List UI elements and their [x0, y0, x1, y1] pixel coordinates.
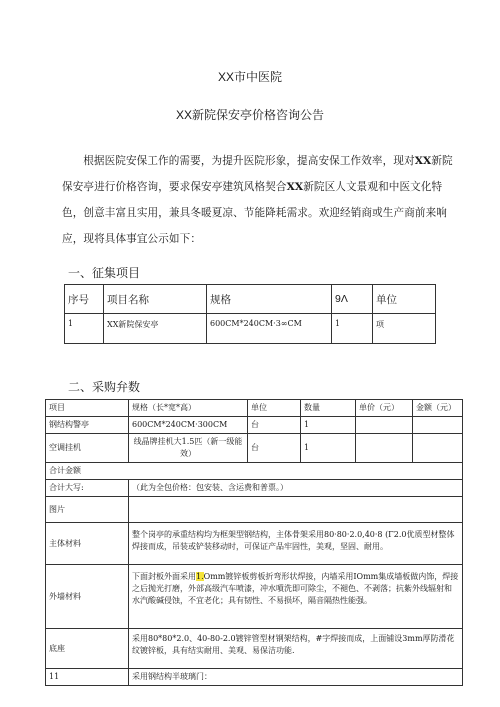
table-cell: 台: [248, 417, 301, 434]
table-cell: 项: [373, 314, 436, 344]
wall-text-2: Omm镀锌板剪板折弯形状焊接，内墙采用IOmm集成墙板做内饰，焊接之后抛光打磨，外部高级汽车喷漆，冲水噴洗即可除尘，不褪色、不剥落；抗紫外线辐射和水汽酸碱侵蚀，不宜老化；具有韧性、不易损坏，隔音隔热性能强。: [132, 572, 459, 605]
table-row: [46, 463, 463, 480]
table-row: [46, 523, 463, 565]
table-row: [46, 434, 463, 463]
table-cell: 整个岗亭的承重结构均为框架型钢结构，主体骨架采用80·80·2.0,40·8 (Γ2.0优质型材整体焊接而成，吊装或铲装移动时，可保证产品牢固性，美观，坚固、耐用。: [129, 523, 463, 565]
images-cell: [129, 497, 463, 523]
table-cell: [129, 565, 463, 629]
table-cell: 1: [301, 434, 356, 463]
table-cell: 金额（元）: [413, 400, 463, 417]
intro-bold-1: XX: [414, 155, 432, 167]
table-cell: 采用80*80*2.0、40-80-2.0镀锌管型材钢架结构，#字焊接而成，上面铺设3mm厚防滑花纹镀锌板，具有结实耐用、美观、易保洁功能.: [129, 629, 463, 669]
table-cell: 600CM*240CM·3∞CM: [207, 314, 332, 344]
table-cell: [413, 434, 463, 463]
table-cell: 单位: [248, 400, 301, 417]
intro-bold-2: XX: [286, 181, 304, 193]
table-row: [46, 400, 463, 417]
table-row: [46, 417, 463, 434]
table-cell: 合计金额: [46, 463, 463, 480]
table-cell: 采用钢结构半玻璃门：: [129, 669, 463, 686]
document-title: XX新院保安亭价格咨询公告: [175, 108, 324, 122]
table-cell: 图片: [46, 497, 129, 523]
table-row: [46, 565, 463, 629]
table-cell: 钢结构警亭: [46, 417, 129, 434]
table-row: [46, 669, 463, 686]
header-cell: 9Λ: [332, 285, 373, 314]
table-cell: 外墙材料: [46, 565, 129, 629]
table-cell: 底座: [46, 629, 129, 669]
table-row: [46, 480, 463, 497]
table-cell: （此为全包价格：包安装、含运费和普票。）: [129, 480, 463, 497]
section-2-heading: 二、采购弁数: [68, 380, 141, 394]
procurement-table: [45, 399, 463, 686]
table-cell: 1: [301, 417, 356, 434]
table-cell: 台: [248, 434, 301, 463]
table-cell: 规格（长*宽*高）: [129, 400, 248, 417]
table-cell: 1: [332, 314, 373, 344]
table-cell: 项目: [46, 400, 129, 417]
table-row: [65, 314, 436, 344]
header-cell: 项目名称: [104, 285, 207, 314]
org-title: XX市中医院: [217, 70, 282, 84]
intro-text-2: 新院保安亭进行价格咨询，要求保安亭建筑风格契合: [62, 155, 453, 193]
table-cell: [413, 417, 463, 434]
table-cell: 单价（元）: [356, 400, 413, 417]
table-cell: 600CM*240CM·300CM: [129, 417, 248, 434]
table-cell: 线晶牌挂机大1.5匹（新一级能效）: [129, 434, 248, 463]
table-cell: 合计大写:: [46, 480, 129, 497]
intro-text-3: 新院区人文景观和中医文化特色，创意丰富且实用，兼具冬暖夏凉、节能降耗需求。欢迎经销商或生产商前来响应，现将具体事宜公示如下：: [62, 181, 447, 245]
solicitation-header-row: [65, 285, 436, 314]
table-cell: 11: [46, 669, 129, 686]
intro-paragraph: [62, 148, 456, 252]
table-cell: XX新院保安亭: [104, 314, 207, 344]
table-cell: [356, 417, 413, 434]
wall-text-1: 下面封板外面采用: [132, 572, 196, 581]
table-cell: 1: [65, 314, 104, 344]
intro-text-1: 根据医院安保工作的需要，为提升医院形象，提高安保工作效率，现对: [83, 155, 415, 167]
header-cell: 规格: [207, 285, 332, 314]
table-cell: 空调挂机: [46, 434, 129, 463]
table-row: [46, 629, 463, 669]
solicitation-table: [64, 284, 436, 344]
table-cell: 数量: [301, 400, 356, 417]
section-1-heading: 一、征集项目: [68, 266, 141, 280]
table-cell: [356, 434, 413, 463]
table-cell: 主体材料: [46, 523, 129, 565]
table-row: [46, 497, 463, 523]
highlighted-text: 1.: [196, 572, 204, 581]
header-cell: 单位: [373, 285, 436, 314]
header-cell: 序号: [65, 285, 104, 314]
